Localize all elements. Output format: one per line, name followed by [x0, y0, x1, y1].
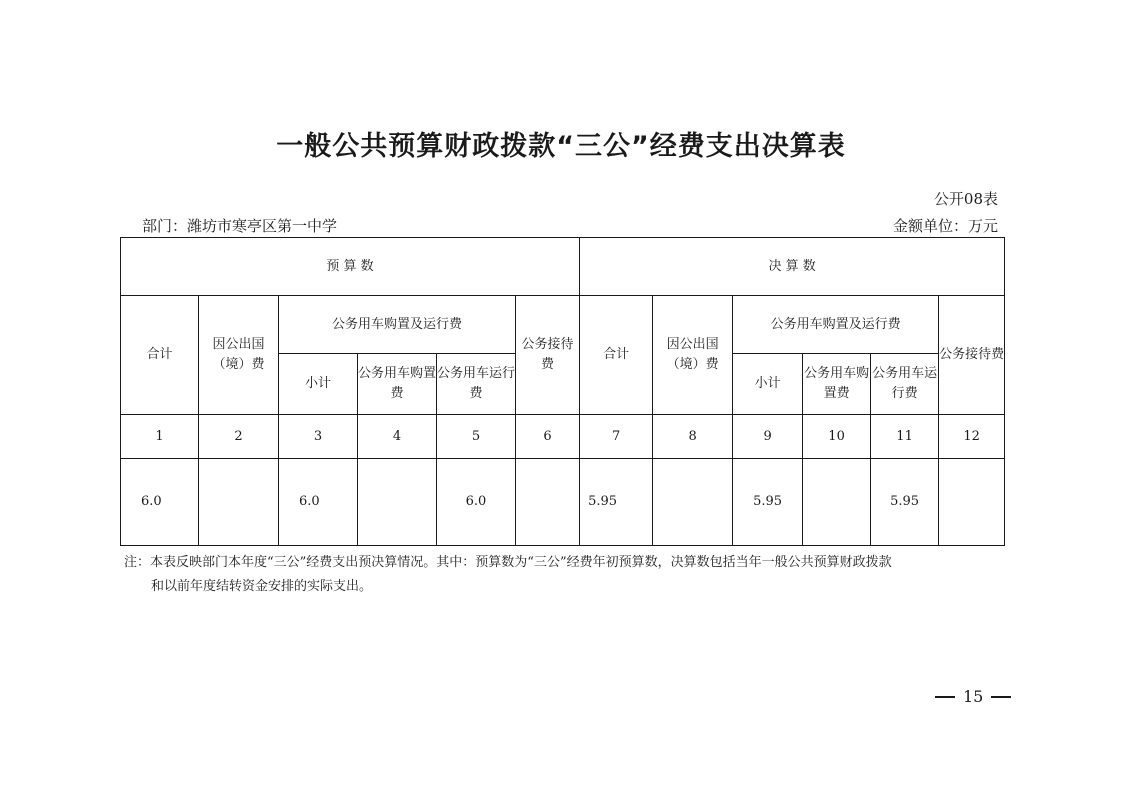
final-vehicle-group-header: 公务用车购置及运行费 [733, 296, 939, 354]
table-cell: 5.95 [871, 459, 939, 546]
expenditure-table [120, 237, 1005, 546]
final-subtotal-header: 小计 [733, 354, 803, 415]
column-number: 4 [358, 415, 437, 459]
budget-vehicle-operation-header: 公务用车运行费 [437, 354, 516, 415]
table-cell: 6.0 [121, 459, 199, 546]
column-number: 10 [803, 415, 871, 459]
column-number: 2 [199, 415, 279, 459]
table-header-row-1 [121, 238, 1005, 296]
budget-subtotal-header: 小计 [279, 354, 358, 415]
table-cell [803, 459, 871, 546]
table-cell [358, 459, 437, 546]
footnote-line-1: 注：本表反映部门本年度“三公”经费支出预决算情况。其中：预算数为“三公”经费年初预算数，决算数包括当年一般公共预算财政拨款 [124, 555, 892, 570]
form-number: 公开08表 [933, 190, 998, 208]
final-abroad-header: 因公出国（境）费 [653, 296, 733, 415]
budget-total-header: 合计 [121, 296, 199, 415]
column-number: 1 [121, 415, 199, 459]
column-number: 9 [733, 415, 803, 459]
column-number: 5 [437, 415, 516, 459]
table-cell: 5.95 [580, 459, 653, 546]
table-cell: 6.0 [279, 459, 358, 546]
page-number-dash-left [935, 696, 955, 698]
budget-vehicle-group-header: 公务用车购置及运行费 [279, 296, 516, 354]
column-number: 11 [871, 415, 939, 459]
final-vehicle-operation-header: 公务用车运行费 [871, 354, 939, 415]
page-number [935, 687, 1011, 706]
budget-reception-header: 公务接待费 [516, 296, 580, 415]
budget-abroad-header: 因公出国（境）费 [199, 296, 279, 415]
final-reception-header: 公务接待费 [939, 296, 1005, 415]
amount-unit-label: 金额单位：万元 [892, 217, 998, 235]
column-number: 6 [516, 415, 580, 459]
table-cell [653, 459, 733, 546]
column-number: 12 [939, 415, 1005, 459]
table-cell [516, 459, 580, 546]
column-number: 8 [653, 415, 733, 459]
column-number: 3 [279, 415, 358, 459]
table-cell [939, 459, 1005, 546]
department-label: 部门：潍坊市寒亭区第一中学 [142, 217, 338, 235]
column-number: 7 [580, 415, 653, 459]
final-vehicle-purchase-header: 公务用车购置费 [803, 354, 871, 415]
table-cell: 6.0 [437, 459, 516, 546]
page-number-dash-right [991, 696, 1011, 698]
page-title: 一般公共预算财政拨款“三公”经费支出决算表 [276, 131, 846, 162]
table-row [121, 459, 1005, 546]
footnote [124, 551, 1004, 599]
footnote-line-2: 和以前年度结转资金安排的实际支出。 [151, 579, 373, 594]
page-number-value: 15 [963, 687, 984, 706]
table-cell [199, 459, 279, 546]
table-header-row-2 [121, 296, 1005, 354]
budget-header: 预 算 数 [121, 238, 580, 296]
budget-vehicle-purchase-header: 公务用车购置费 [358, 354, 437, 415]
table-cell: 5.95 [733, 459, 803, 546]
final-total-header: 合计 [580, 296, 653, 415]
column-number-row [121, 415, 1005, 459]
final-header: 决 算 数 [580, 238, 1005, 296]
